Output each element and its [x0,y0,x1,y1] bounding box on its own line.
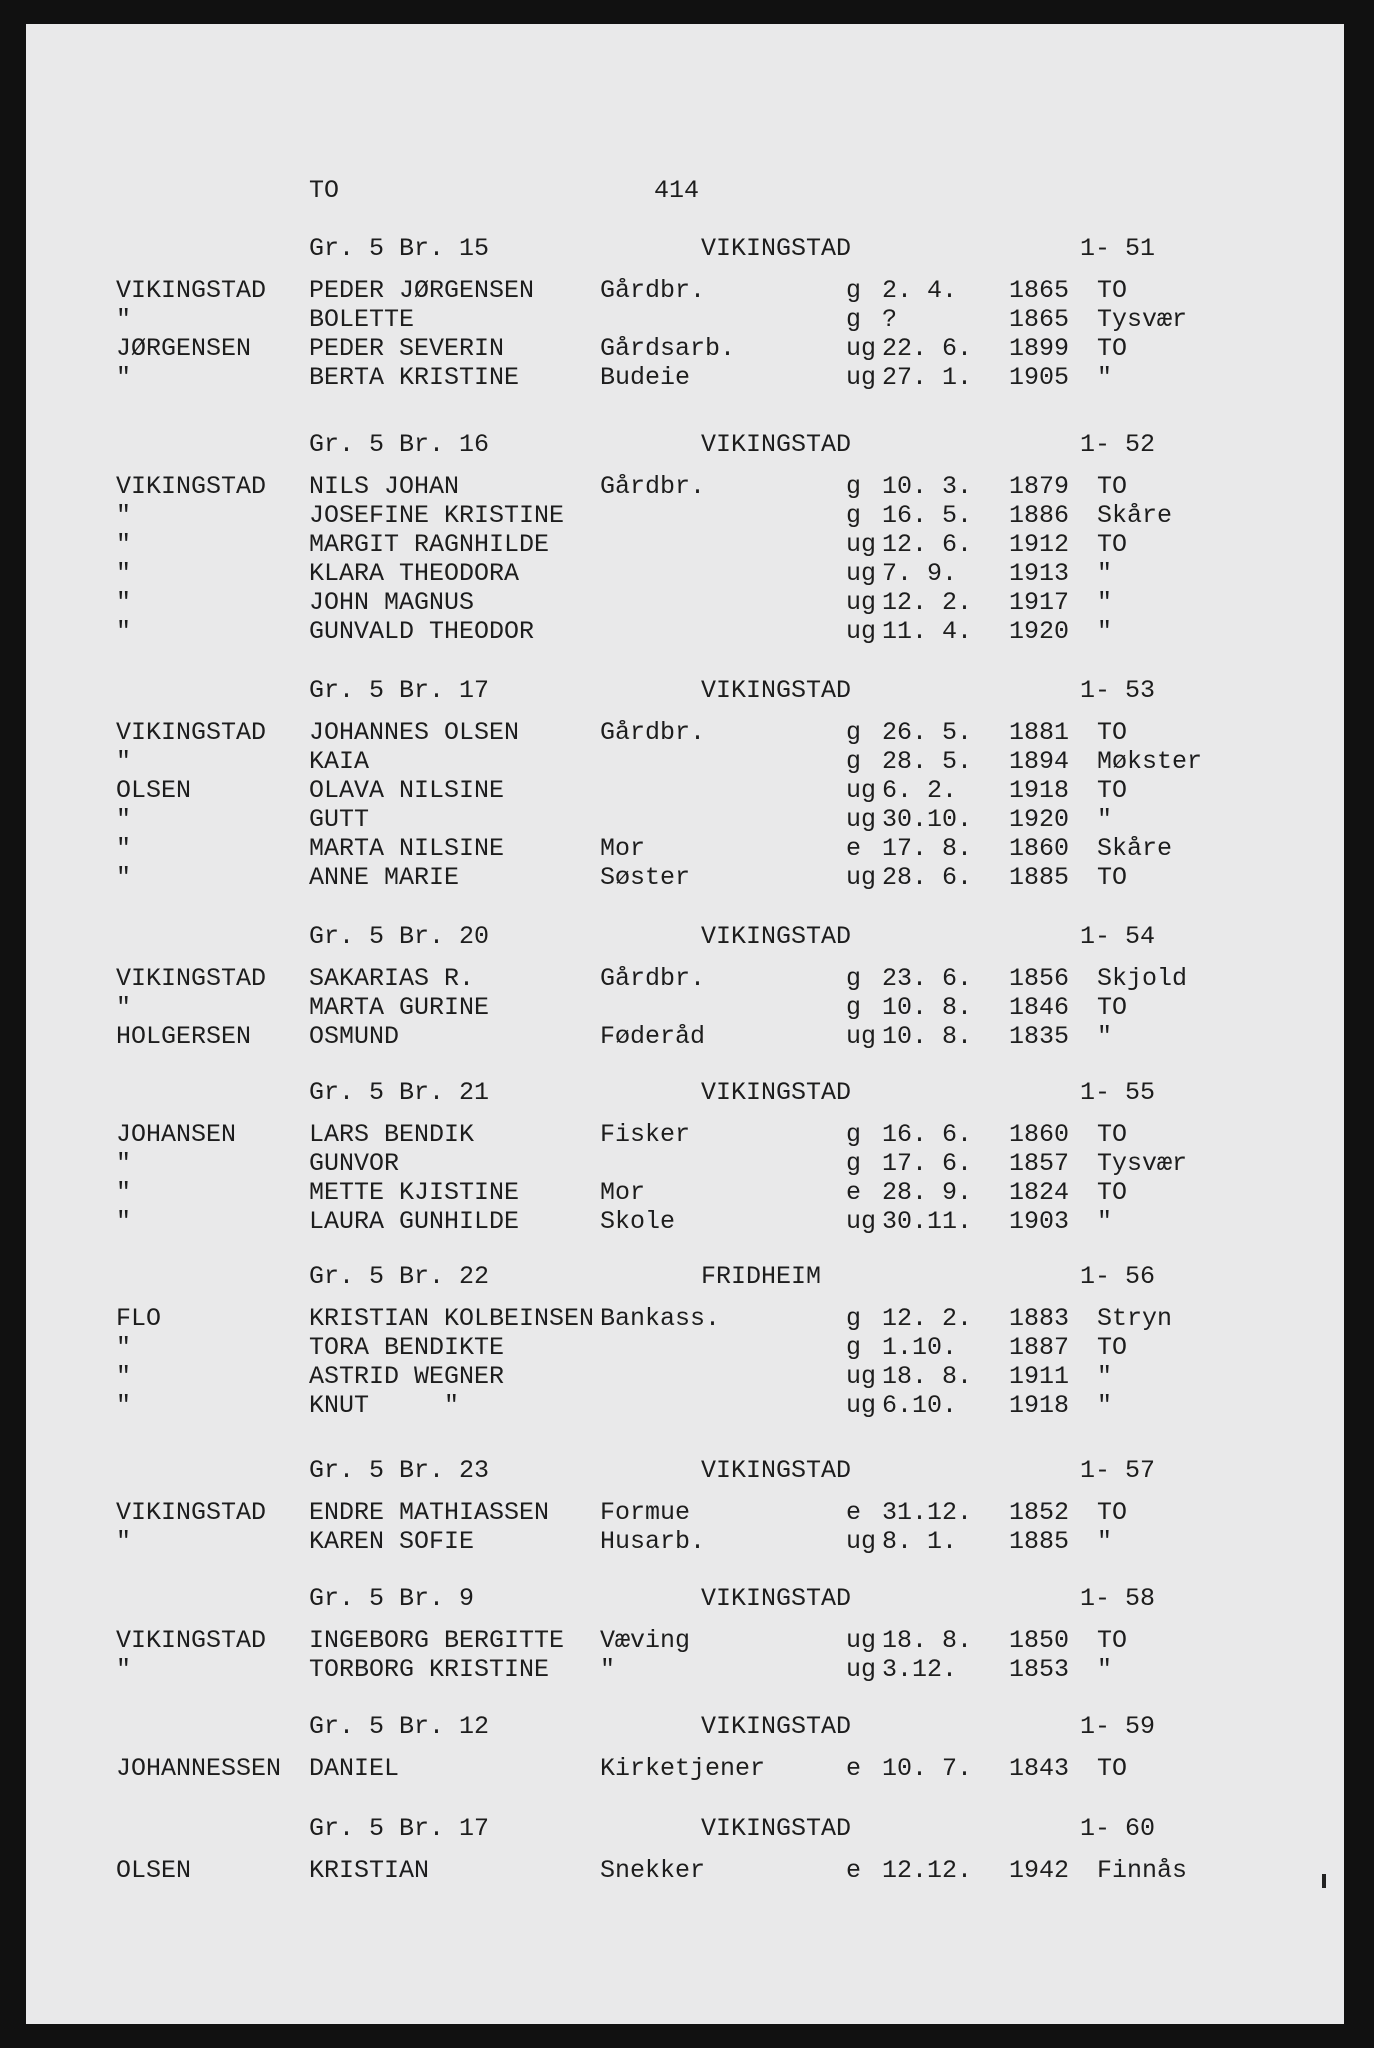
given-name-cell: SAKARIAS R. [309,964,475,993]
surname-cell: " [116,834,132,863]
birth-daymonth-cell: 8. 1. [882,1527,958,1556]
birthplace-cell: Tysvær [1097,305,1188,334]
birth-daymonth-cell: 7. 9. [882,559,958,588]
marital-status-cell: ug [846,1626,877,1655]
marital-status-cell: ug [846,1655,877,1684]
surname-cell: VIKINGSTAD [116,1626,267,1655]
birthplace-cell: TO [1097,1178,1128,1207]
birth-daymonth-cell: 18. 8. [882,1626,973,1655]
marital-status-cell: ug [846,863,877,892]
birthplace-cell: Tysvær [1097,1149,1188,1178]
scanned-page [26,24,1344,2024]
given-name-cell: MARTA GURINE [309,993,490,1022]
occupation-cell: Skole [600,1207,676,1236]
group-farm-name: VIKINGSTAD [701,1456,852,1485]
group-farm-name: FRIDHEIM [701,1262,822,1291]
birth-year-cell: 1918 [1009,776,1070,805]
birth-year-cell: 1887 [1009,1333,1070,1362]
birthplace-cell: TO [1097,276,1128,305]
group-farm-number: Gr. 5 Br. 23 [309,1456,490,1485]
birth-daymonth-cell: 10. 3. [882,472,973,501]
surname-cell: FLO [116,1304,162,1333]
table-row [26,1655,1344,1684]
birth-daymonth-cell: 10. 8. [882,993,973,1022]
group-header [26,1078,1344,1107]
table-row [26,501,1344,530]
surname-cell: " [116,1149,132,1178]
birthplace-cell: " [1097,363,1113,392]
marital-status-cell: ug [846,334,877,363]
table-row [26,1856,1344,1885]
group-header [26,234,1344,263]
group-farm-number: Gr. 5 Br. 17 [309,676,490,705]
group-farm-name: VIKINGSTAD [701,1814,852,1843]
surname-cell: VIKINGSTAD [116,964,267,993]
birth-year-cell: 1911 [1009,1362,1070,1391]
table-row [26,1498,1344,1527]
census-listing [26,24,1344,2024]
table-row [26,1362,1344,1391]
birth-daymonth-cell: 6.10. [882,1391,958,1420]
birth-daymonth-cell: 12. 2. [882,1304,973,1333]
given-name-cell: TORBORG KRISTINE [309,1655,550,1684]
occupation-cell: Gårdbr. [600,472,706,501]
group-farm-name: VIKINGSTAD [701,1712,852,1741]
table-row [26,863,1344,892]
birthplace-cell: " [1097,1022,1113,1051]
given-name-cell: KAIA [309,747,370,776]
birthplace-cell: Skjold [1097,964,1188,993]
birthplace-cell: Møkster [1097,747,1203,776]
surname-cell: " [116,1178,132,1207]
group-entry-number: 1- 57 [1080,1456,1156,1485]
occupation-cell: Mor [600,1178,646,1207]
birth-year-cell: 1912 [1009,530,1070,559]
occupation-cell: Husarb. [600,1527,706,1556]
occupation-cell: Væving [600,1626,691,1655]
surname-cell: " [116,588,132,617]
birthplace-cell: Finnås [1097,1856,1188,1885]
birth-daymonth-cell: 30.11. [882,1207,973,1236]
group-farm-name: VIKINGSTAD [701,676,852,705]
surname-cell: " [116,805,132,834]
given-name-cell: NILS JOHAN [309,472,460,501]
birth-year-cell: 1883 [1009,1304,1070,1333]
surname-cell: " [116,1362,132,1391]
birth-daymonth-cell: ? [882,305,898,334]
birth-year-cell: 1899 [1009,334,1070,363]
birth-year-cell: 1905 [1009,363,1070,392]
given-name-cell: KNUT " [309,1391,460,1420]
birth-daymonth-cell: 1.10. [882,1333,958,1362]
given-name-cell: OSMUND [309,1022,400,1051]
group-farm-name: VIKINGSTAD [701,922,852,951]
occupation-cell: Formue [600,1498,691,1527]
occupation-cell: Gårdbr. [600,276,706,305]
table-row [26,1022,1344,1051]
birth-year-cell: 1843 [1009,1754,1070,1783]
marital-status-cell: g [846,305,862,334]
birthplace-cell: " [1097,1391,1113,1420]
group-entry-number: 1- 55 [1080,1078,1156,1107]
marital-status-cell: ug [846,776,877,805]
group-farm-name: VIKINGSTAD [701,1584,852,1613]
surname-cell: HOLGERSEN [116,1022,252,1051]
table-row [26,1626,1344,1655]
birth-year-cell: 1894 [1009,747,1070,776]
marital-status-cell: g [846,501,862,530]
table-row [26,834,1344,863]
given-name-cell: GUNVALD THEODOR [309,617,535,646]
surname-cell: OLSEN [116,1856,192,1885]
birth-year-cell: 1885 [1009,1527,1070,1556]
surname-cell: " [116,559,132,588]
marital-status-cell: g [846,1149,862,1178]
table-row [26,1178,1344,1207]
surname-cell: " [116,617,132,646]
marital-status-cell: ug [846,559,877,588]
given-name-cell: BOLETTE [309,305,415,334]
birth-year-cell: 1881 [1009,718,1070,747]
birth-daymonth-cell: 3.12. [882,1655,958,1684]
given-name-cell: KLARA THEODORA [309,559,520,588]
group-farm-name: VIKINGSTAD [701,430,852,459]
given-name-cell: INGEBORG BERGITTE [309,1626,565,1655]
occupation-cell: Gårdbr. [600,718,706,747]
birthplace-cell: " [1097,559,1113,588]
birthplace-cell: TO [1097,334,1128,363]
table-row [26,1754,1344,1783]
marital-status-cell: ug [846,1362,877,1391]
birthplace-cell: TO [1097,993,1128,1022]
given-name-cell: PEDER SEVERIN [309,334,505,363]
marital-status-cell: ug [846,1207,877,1236]
birth-year-cell: 1879 [1009,472,1070,501]
birth-daymonth-cell: 22. 6. [882,334,973,363]
surname-cell: " [116,1207,132,1236]
marital-status-cell: ug [846,530,877,559]
birth-daymonth-cell: 12. 6. [882,530,973,559]
given-name-cell: LARS BENDIK [309,1120,475,1149]
group-farm-number: Gr. 5 Br. 22 [309,1262,490,1291]
birth-year-cell: 1824 [1009,1178,1070,1207]
marital-status-cell: g [846,1333,862,1362]
table-row [26,776,1344,805]
given-name-cell: LAURA GUNHILDE [309,1207,520,1236]
occupation-cell: Fisker [600,1120,691,1149]
marital-status-cell: e [846,1754,862,1783]
marital-status-cell: g [846,1120,862,1149]
birthplace-cell: Skåre [1097,834,1173,863]
birth-daymonth-cell: 16. 5. [882,501,973,530]
birthplace-cell: TO [1097,1626,1128,1655]
marital-status-cell: g [846,964,862,993]
table-row [26,276,1344,305]
table-row [26,588,1344,617]
group-header [26,676,1344,705]
birth-year-cell: 1856 [1009,964,1070,993]
surname-cell: JOHANSEN [116,1120,237,1149]
surname-cell: JOHANNESSEN [116,1754,282,1783]
occupation-cell: Snekker [600,1856,706,1885]
birth-year-cell: 1913 [1009,559,1070,588]
marital-status-cell: ug [846,588,877,617]
surname-cell: " [116,501,132,530]
group-farm-number: Gr. 5 Br. 9 [309,1584,475,1613]
table-row [26,305,1344,334]
marital-status-cell: ug [846,617,877,646]
marital-status-cell: g [846,472,862,501]
given-name-cell: TORA BENDIKTE [309,1333,505,1362]
table-row [26,805,1344,834]
group-header [26,1262,1344,1291]
birth-daymonth-cell: 17. 6. [882,1149,973,1178]
surname-cell: " [116,305,132,334]
birthplace-cell: " [1097,805,1113,834]
marital-status-cell: g [846,276,862,305]
group-farm-number: Gr. 5 Br. 16 [309,430,490,459]
marital-status-cell: e [846,1856,862,1885]
birthplace-cell: Skåre [1097,501,1173,530]
marital-status-cell: ug [846,1022,877,1051]
birth-year-cell: 1857 [1009,1149,1070,1178]
birth-year-cell: 1903 [1009,1207,1070,1236]
page-header-left: TO [309,176,340,205]
surname-cell: " [116,747,132,776]
birthplace-cell: TO [1097,1120,1128,1149]
table-row [26,1304,1344,1333]
birthplace-cell: TO [1097,776,1128,805]
marital-status-cell: e [846,1498,862,1527]
marital-status-cell: g [846,1304,862,1333]
given-name-cell: GUNVOR [309,1149,400,1178]
group-entry-number: 1- 56 [1080,1262,1156,1291]
birth-year-cell: 1850 [1009,1626,1070,1655]
surname-cell: " [116,363,132,392]
given-name-cell: JOHN MAGNUS [309,588,475,617]
given-name-cell: ANNE MARIE [309,863,460,892]
occupation-cell: Føderåd [600,1022,706,1051]
table-row [26,617,1344,646]
birthplace-cell: " [1097,1527,1113,1556]
birth-daymonth-cell: 23. 6. [882,964,973,993]
table-row [26,718,1344,747]
surname-cell: " [116,530,132,559]
birth-year-cell: 1865 [1009,305,1070,334]
marital-status-cell: e [846,1178,862,1207]
group-entry-number: 1- 59 [1080,1712,1156,1741]
given-name-cell: GUTT [309,805,370,834]
surname-cell: VIKINGSTAD [116,472,267,501]
marital-status-cell: g [846,718,862,747]
group-farm-name: VIKINGSTAD [701,234,852,263]
birth-daymonth-cell: 2. 4. [882,276,958,305]
group-header [26,1584,1344,1613]
birthplace-cell: TO [1097,1333,1128,1362]
occupation-cell: Budeie [600,363,691,392]
occupation-cell: Bankass. [600,1304,721,1333]
surname-cell: JØRGENSEN [116,334,252,363]
birth-daymonth-cell: 30.10. [882,805,973,834]
birthplace-cell: " [1097,588,1113,617]
birthplace-cell: TO [1097,1498,1128,1527]
given-name-cell: METTE KJISTINE [309,1178,520,1207]
occupation-cell: " [600,1655,616,1684]
group-header [26,430,1344,459]
birth-year-cell: 1920 [1009,617,1070,646]
group-farm-name: VIKINGSTAD [701,1078,852,1107]
given-name-cell: JOSEFINE KRISTINE [309,501,565,530]
birth-year-cell: 1942 [1009,1856,1070,1885]
birth-year-cell: 1917 [1009,588,1070,617]
given-name-cell: BERTA KRISTINE [309,363,520,392]
surname-cell: " [116,863,132,892]
birthplace-cell: " [1097,1207,1113,1236]
birthplace-cell: " [1097,617,1113,646]
birth-daymonth-cell: 10. 7. [882,1754,973,1783]
group-farm-number: Gr. 5 Br. 12 [309,1712,490,1741]
birth-daymonth-cell: 28. 5. [882,747,973,776]
birth-daymonth-cell: 12.12. [882,1856,973,1885]
marital-status-cell: ug [846,1527,877,1556]
birth-daymonth-cell: 31.12. [882,1498,973,1527]
given-name-cell: DANIEL [309,1754,400,1783]
surname-cell: " [116,1527,132,1556]
birthplace-cell: TO [1097,472,1128,501]
occupation-cell: Kirketjener [600,1754,766,1783]
table-row [26,334,1344,363]
birth-year-cell: 1852 [1009,1498,1070,1527]
birth-daymonth-cell: 6. 2. [882,776,958,805]
birth-year-cell: 1920 [1009,805,1070,834]
birth-daymonth-cell: 26. 5. [882,718,973,747]
page-number: 414 [654,176,700,205]
surname-cell: VIKINGSTAD [116,276,267,305]
marital-status-cell: ug [846,1391,877,1420]
occupation-cell: Søster [600,863,691,892]
occupation-cell: Mor [600,834,646,863]
given-name-cell: KRISTIAN [309,1856,430,1885]
birth-daymonth-cell: 12. 2. [882,588,973,617]
birth-daymonth-cell: 27. 1. [882,363,973,392]
group-farm-number: Gr. 5 Br. 17 [309,1814,490,1843]
group-farm-number: Gr. 5 Br. 21 [309,1078,490,1107]
given-name-cell: ASTRID WEGNER [309,1362,505,1391]
birthplace-cell: TO [1097,718,1128,747]
table-row [26,1391,1344,1420]
birthplace-cell: TO [1097,530,1128,559]
birth-daymonth-cell: 28. 9. [882,1178,973,1207]
given-name-cell: MARTA NILSINE [309,834,505,863]
birth-year-cell: 1835 [1009,1022,1070,1051]
birth-year-cell: 1860 [1009,1120,1070,1149]
table-row [26,1207,1344,1236]
birth-year-cell: 1860 [1009,834,1070,863]
marital-status-cell: g [846,747,862,776]
table-row [26,363,1344,392]
given-name-cell: JOHANNES OLSEN [309,718,520,747]
group-header [26,922,1344,951]
birth-daymonth-cell: 18. 8. [882,1362,973,1391]
table-row [26,1149,1344,1178]
scan-mark [1322,1874,1326,1888]
group-entry-number: 1- 54 [1080,922,1156,951]
marital-status-cell: g [846,993,862,1022]
birth-year-cell: 1846 [1009,993,1070,1022]
table-row [26,559,1344,588]
group-entry-number: 1- 60 [1080,1814,1156,1843]
group-entry-number: 1- 51 [1080,234,1156,263]
table-row [26,1527,1344,1556]
birth-daymonth-cell: 28. 6. [882,863,973,892]
table-row [26,1333,1344,1362]
given-name-cell: KAREN SOFIE [309,1527,475,1556]
group-farm-number: Gr. 5 Br. 20 [309,922,490,951]
table-row [26,747,1344,776]
birthplace-cell: Stryn [1097,1304,1173,1333]
group-entry-number: 1- 52 [1080,430,1156,459]
group-entry-number: 1- 58 [1080,1584,1156,1613]
group-header [26,1814,1344,1843]
surname-cell: VIKINGSTAD [116,1498,267,1527]
birth-year-cell: 1865 [1009,276,1070,305]
table-row [26,964,1344,993]
occupation-cell: Gårdbr. [600,964,706,993]
table-row [26,530,1344,559]
table-row [26,472,1344,501]
birth-daymonth-cell: 17. 8. [882,834,973,863]
marital-status-cell: e [846,834,862,863]
table-row [26,1120,1344,1149]
group-header [26,1712,1344,1741]
birthplace-cell: TO [1097,1754,1128,1783]
given-name-cell: MARGIT RAGNHILDE [309,530,550,559]
birth-year-cell: 1918 [1009,1391,1070,1420]
surname-cell: " [116,1333,132,1362]
marital-status-cell: ug [846,805,877,834]
surname-cell: " [116,1391,132,1420]
birth-daymonth-cell: 10. 8. [882,1022,973,1051]
given-name-cell: OLAVA NILSINE [309,776,505,805]
given-name-cell: PEDER JØRGENSEN [309,276,535,305]
birth-year-cell: 1853 [1009,1655,1070,1684]
given-name-cell: KRISTIAN KOLBEINSEN [309,1304,595,1333]
birth-daymonth-cell: 11. 4. [882,617,973,646]
marital-status-cell: ug [846,363,877,392]
surname-cell: OLSEN [116,776,192,805]
birthplace-cell: " [1097,1655,1113,1684]
surname-cell: " [116,993,132,1022]
surname-cell: VIKINGSTAD [116,718,267,747]
group-farm-number: Gr. 5 Br. 15 [309,234,490,263]
birthplace-cell: TO [1097,863,1128,892]
table-row [26,993,1344,1022]
occupation-cell: Gårdsarb. [600,334,736,363]
surname-cell: " [116,1655,132,1684]
group-header [26,1456,1344,1485]
group-entry-number: 1- 53 [1080,676,1156,705]
birthplace-cell: " [1097,1362,1113,1391]
given-name-cell: ENDRE MATHIASSEN [309,1498,550,1527]
birth-year-cell: 1885 [1009,863,1070,892]
birth-year-cell: 1886 [1009,501,1070,530]
birth-daymonth-cell: 16. 6. [882,1120,973,1149]
